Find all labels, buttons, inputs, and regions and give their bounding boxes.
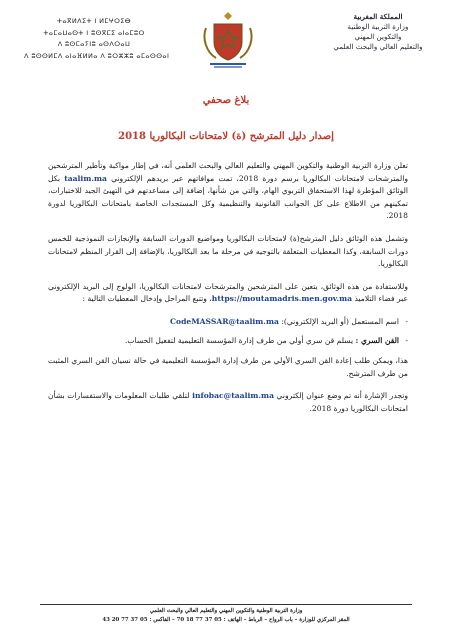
header-tifinagh-line: ⵜⴰⴳⵍⴷⵉⵜ ⵏ ⵍⵎⵖⵔⵉⴱ: [57, 17, 131, 25]
infobac-email-link[interactable]: infobac@taalim.ma: [192, 391, 274, 401]
paragraph-1: تعلن وزارة التربية الوطنية والتكوين المهني والتعليم العالي والبحث العلمي أنه، في إطار مواكبة وتأطير المترشحين والمترشحات لامتحانات البكالوريا برسم دورة 2018، تمت موافاتهم عبر بريدهم الإلكتروني taalim.ma بكل الوثائق المؤطرة لهذا الاستحقاق التربوي الهام، والتي من شأنها، إضافة إلى مساعدتهم في التهيئ الجيد للاختبارات، تمكينهم من الاطلاع على كل الجوانب القانونية والتنظيمية وكل المستجدات الخاصة بامتحانات البكالوريا لدورة 2018.: [48, 161, 408, 221]
header-tifinagh-line: ⵜⴰⵎⴰⵡⴰⵙⵜ ⵏ ⵓⵙⴳⵎⵉ ⴰⵏⴰⵎⵓⵔ: [43, 28, 145, 37]
paragraph-3: وللاستفادة من هذه الوثائق، يتعين على المترشحين والمترشحات لامتحانات البكالوريا، الولوج إلى البريد الإلكتروني عبر فضاء التلاميذ https://moutamadris.men.gov.ma، وتتبع المراحل وإدخال المعطيات التالية :: [48, 281, 408, 304]
ministry-header-arabic: [318, 12, 438, 52]
paragraph-5: وتجدر الإشارة أنه تم وضع عنوان إلكتروني infobac@taalim.ma لتلقي طلبات المعلومات والاستفسارات بشأن امتحانات البكالوريا دورة 2018.: [48, 391, 409, 413]
page-subtitle: إصدار دليل المترشح (ة) لامتحانات البكالوريا 2018: [118, 131, 334, 142]
email-domain-link[interactable]: taalim.ma: [64, 173, 107, 183]
footer-divider: [40, 604, 412, 605]
page-title: بلاغ صحفي: [202, 95, 250, 106]
ministry-header-tifinagh: [24, 16, 170, 62]
ministry-footer: [40, 607, 412, 625]
header-arabic-line: المملكة المغربية: [353, 12, 403, 21]
header-tifinagh-line: ⴷ ⵓⵙⵙⵍⵎⴷ ⴰⵏⴰⴼⵍⵍⴰ ⴷ ⵓⵔⵣⵣⵓ ⴰⵎⴰⵙⵙⴰⵏ: [24, 51, 170, 60]
footer-line-2: المقر المركزي للوزارة – باب الرواح – الرباط – الهاتف : 05 37 77 18 70 – الفاكس : 05 37 77 20 43: [102, 617, 350, 623]
header-arabic-line: والتكوين المهني: [354, 32, 402, 41]
release-body: [48, 160, 408, 426]
massar-email-link[interactable]: CodeMASSAR@taalim.ma: [170, 316, 279, 326]
header-tifinagh-line: ⴷ ⵓⵙⵎⴰⵢⵏⵓ ⴰⵙⴷⵔⴰⵡ: [57, 40, 131, 48]
list-item: - اسم المستعمل (أو البريد الإلكتروني): CodeMASSAR@taalim.ma: [170, 316, 408, 326]
credentials-list: [48, 316, 408, 347]
paragraph-2: وتشمل هذه الوثائق دليل المترشح(ة) لامتحانات البكالوريا ومواضيع الدورات السابقة والإنجازات النموذجية للخمس دورات السابقة، وكذا المعطيات المتعلقة بالتوجيه في مرحلة ما بعد البكالوريا، بالإضافة إلى القرار المنظم لامتحانات البكالوريا.: [48, 233, 408, 269]
footer-line-1: وزارة التربية الوطنية والتكوين المهني والتعليم العالي والبحث العلمي: [149, 608, 303, 614]
list-item: - القن السري : يسلم قن سري أولي من طرف إدارة المؤسسة التعليمية لتفعيل الحساب.: [124, 335, 408, 345]
header-arabic-line: وزارة التربية الوطنية: [347, 22, 409, 31]
coat-of-arms-icon: [200, 8, 256, 72]
paragraph-4: هذا، ويمكن طلب إعادة القن السري الأولي من طرف إدارة المؤسسة التعليمية في حالة نسيان القن السري المثبت من طرف المترشح.: [48, 356, 408, 378]
header-arabic-line: والتعليم العالي والبحث العلمي: [333, 42, 423, 51]
moutamadris-url-link[interactable]: https://moutamadris.men.gov.ma: [211, 294, 353, 304]
